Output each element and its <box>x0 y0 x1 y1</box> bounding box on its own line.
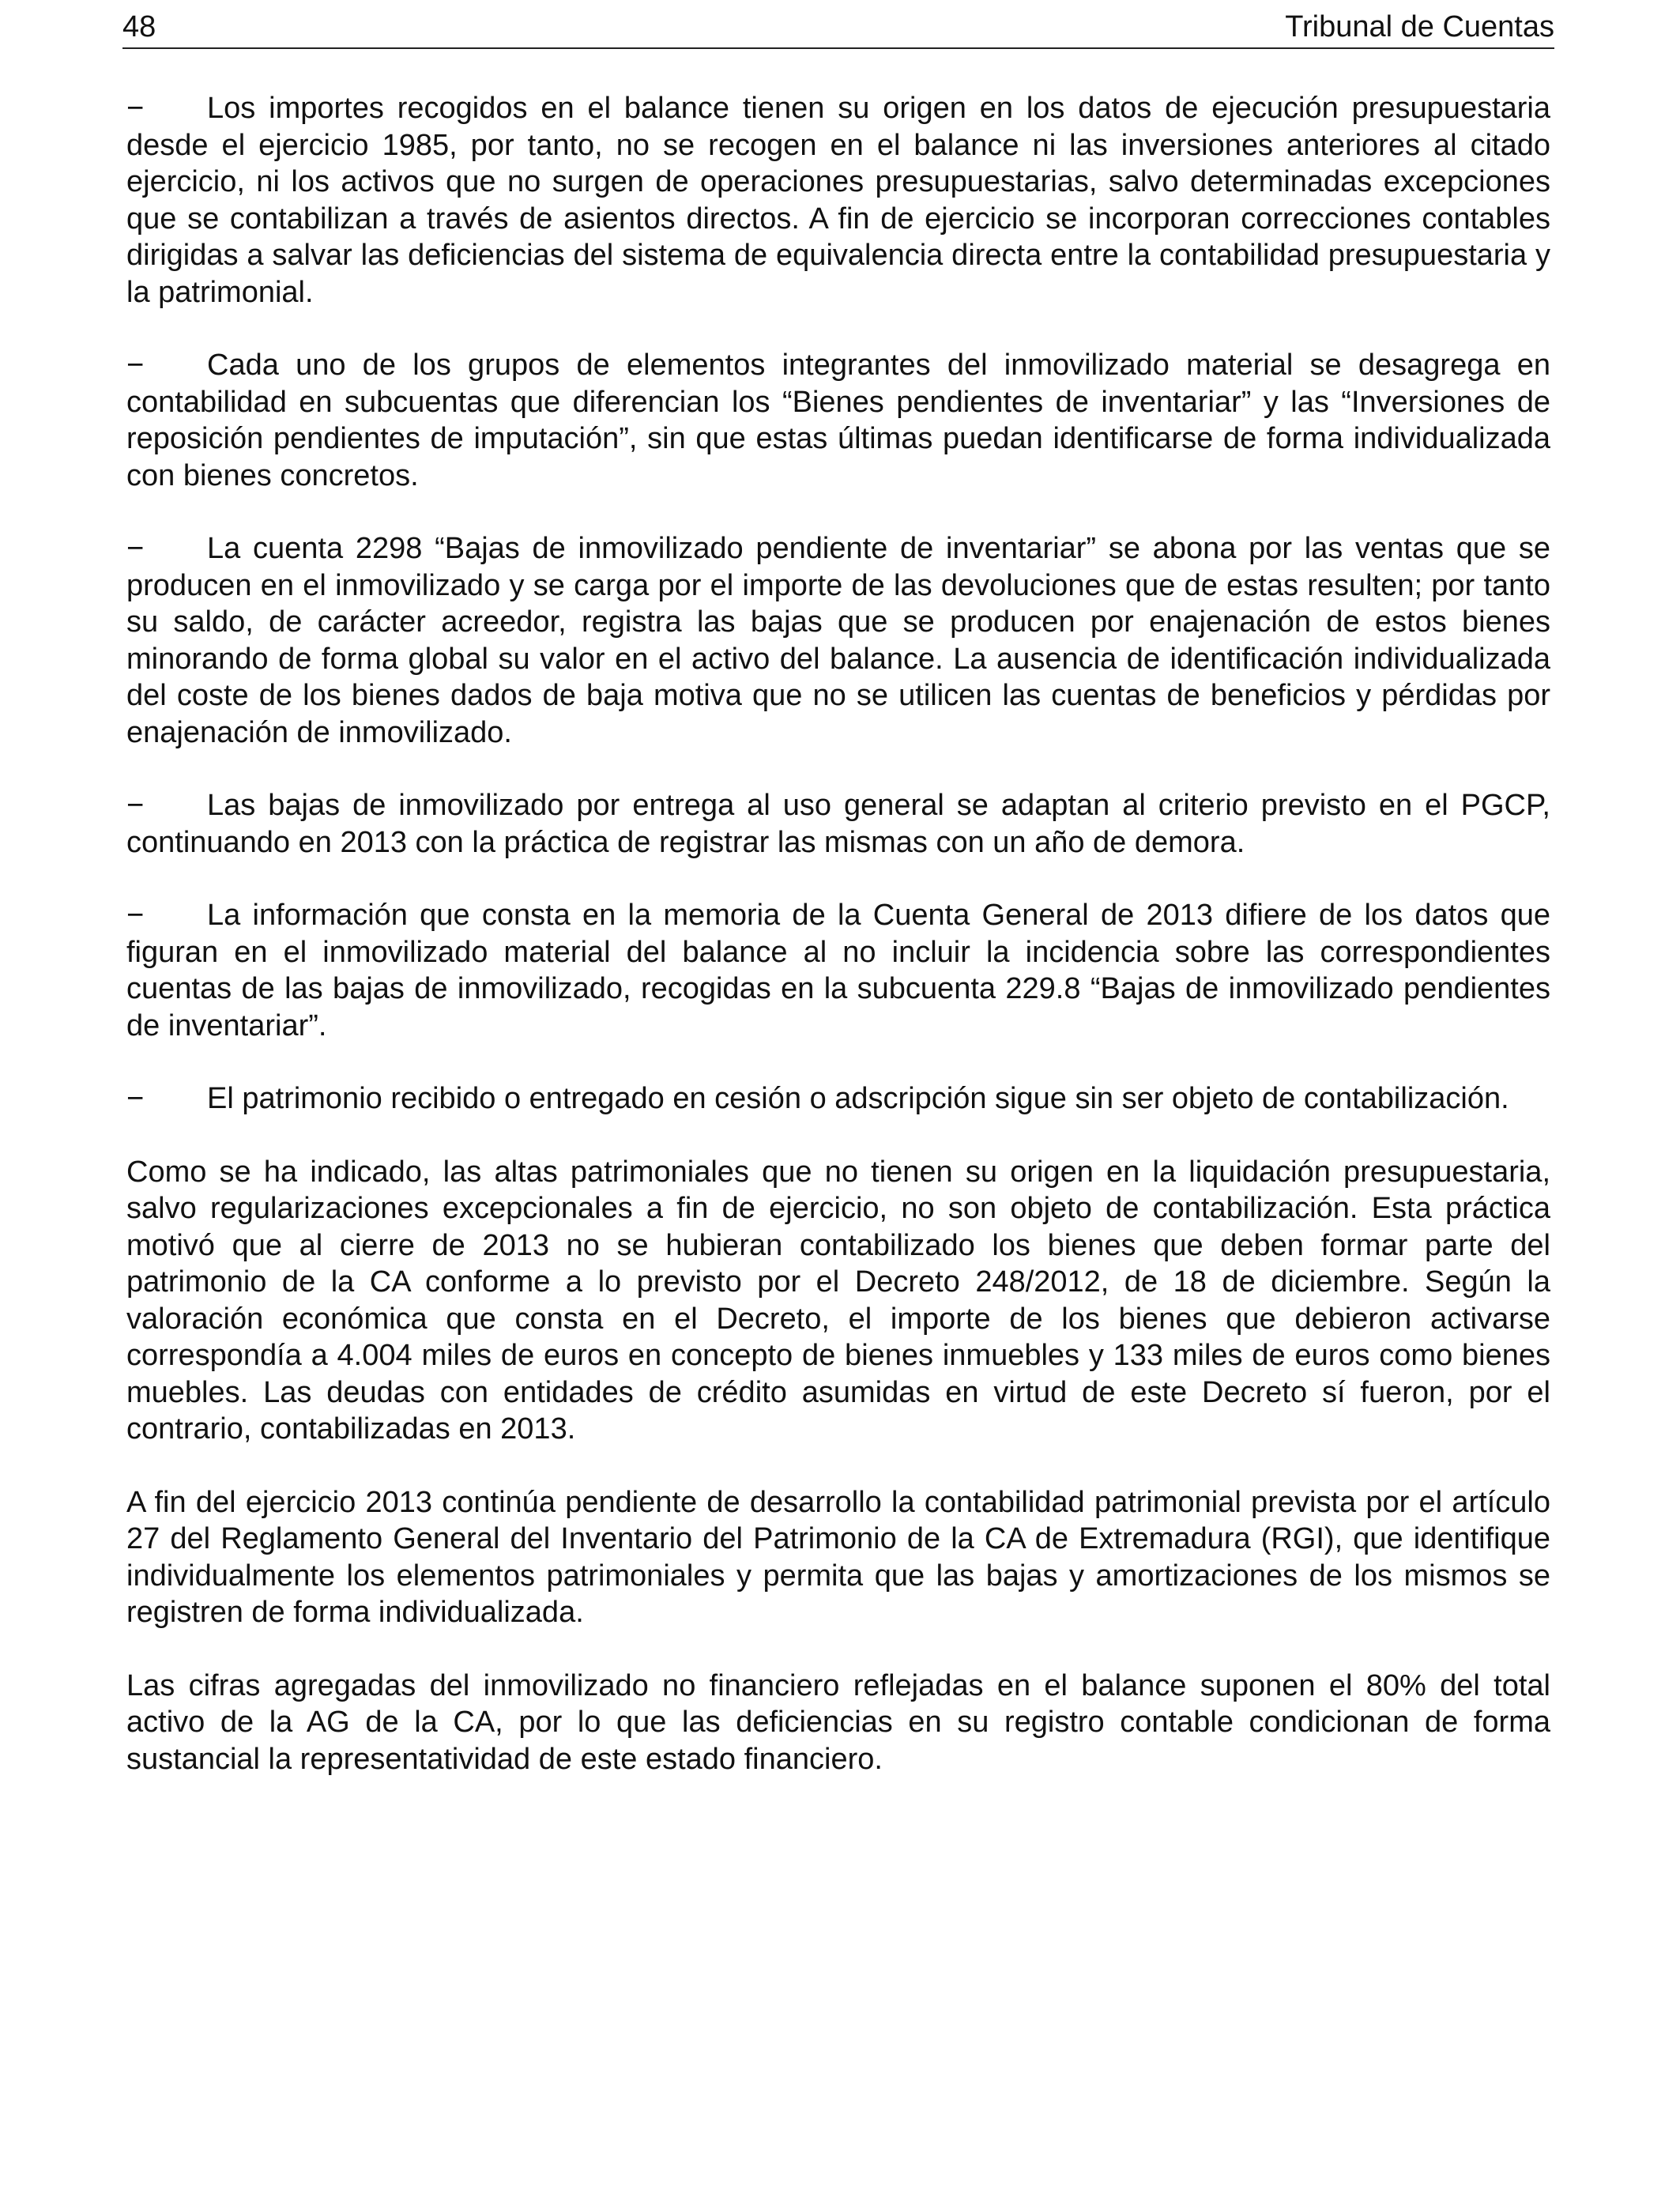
bullet-text: La información que consta en la memoria de la Cuenta General de 2013 difiere de los datos que figuran en el inmovilizado material del balance al no incluir la incidencia sobre las correspondientes cuentas de las bajas de inmovilizado, recogidas en la subcuenta 229.8 “Bajas de inmovilizado pendientes de inventariar”. <box>126 899 1550 1042</box>
paragraph-cifras-agregadas: Las cifras agregadas del inmovilizado no financiero reflejadas en el balance suponen el 80% del total activo de la AG de la CA, por lo que las deficiencias en su registro contable condicionan de forma sustancial la representatividad de este estado financiero. <box>126 1668 1550 1776</box>
bullet-marker: − <box>126 532 145 565</box>
bullet-text: Los importes recogidos en el balance tienen su origen en los datos de ejecución presupuestaria desde el ejercicio 1985, por tanto, no se recogen en el balance ni las inversiones anteriores al citado ejercicio, ni los activos que no surgen de operaciones presupuestarias, salvo determinadas excepciones que se contabilizan a través de asientos directos. A fin de ejercicio se incorporan correcciones contables dirigidas a salvar las deficiencias del sistema de equivalencia directa entre la contabilidad presupuestaria y la patrimonial. <box>126 92 1550 309</box>
bullet-marker: − <box>126 1082 145 1115</box>
bullet-text: Cada uno de los grupos de elementos integrantes del inmovilizado material se desagrega en contabilidad en subcuentas que diferencian los “Bienes pendientes de inventariar” y las “Inversiones de reposición pendientes de imputación”, sin que estas últimas puedan identificarse de forma individualizada con bienes concretos. <box>126 349 1550 492</box>
bullet-item-5 <box>126 897 1550 1044</box>
bullet-marker: − <box>126 789 145 822</box>
page-body <box>126 90 1550 1814</box>
bullet-text: La cuenta 2298 “Bajas de inmovilizado pendiente de inventariar” se abona por las ventas que se producen en el inmovilizado y se carga por el importe de las devoluciones que de estas resulten; por tanto su saldo, de carácter acreedor, registra las bajas que se producen por enajenación de estos bienes minorando de forma global su valor en el activo del balance. La ausencia de identificación individualizada del coste de los bienes dados de baja motiva que no se utilicen las cuentas de beneficios y pérdidas por enajenación de inmovilizado. <box>126 532 1550 749</box>
bullet-marker: − <box>126 899 145 932</box>
bullet-item-4 <box>126 787 1550 861</box>
page-number: 48 <box>122 10 156 43</box>
page-header <box>122 6 1554 49</box>
bullet-item-1 <box>126 90 1550 311</box>
bullet-item-6 <box>126 1080 1550 1118</box>
bullet-item-2 <box>126 347 1550 494</box>
running-title: Tribunal de Cuentas <box>1285 10 1554 43</box>
bullet-item-3 <box>126 530 1550 751</box>
bullet-text: Las bajas de inmovilizado por entrega al uso general se adaptan al criterio previsto en el PGCP, continuando en 2013 con la práctica de registrar las mismas con un año de demora. <box>126 789 1550 859</box>
paragraph-altas-patrimoniales: Como se ha indicado, las altas patrimoniales que no tienen su origen en la liquidación presupuestaria, salvo regularizaciones excepcionales a fin de ejercicio, no son objeto de contabilización. Esta práctica motivó que al cierre de 2013 no se hubieran contabilizado los bienes que deben formar parte del patrimonio de la CA conforme a lo previsto por el Decreto 248/2012, de 18 de diciembre. Según la valoración económica que consta en el Decreto, el importe de los bienes que debieron activarse correspondía a 4.004 miles de euros en concepto de bienes inmuebles y 133 miles de euros como bienes muebles. Las deudas con entidades de crédito asumidas en virtud de este Decreto sí fueron, por el contrario, contabilizadas en 2013. <box>126 1155 1550 1446</box>
paragraph-contabilidad-patrimonial: A fin del ejercicio 2013 continúa pendiente de desarrollo la contabilidad patrimonial prevista por el artículo 27 del Reglamento General del Inventario del Patrimonio de la CA de Extremadura (RGI), que identifique individualmente los elementos patrimoniales y permita que las bajas y amortizaciones de los mismos se registren de forma individualizada. <box>126 1485 1550 1629</box>
bullet-marker: − <box>126 92 145 125</box>
bullet-text: El patrimonio recibido o entregado en cesión o adscripción sigue sin ser objeto de contabilización. <box>207 1082 1509 1115</box>
bullet-marker: − <box>126 349 145 382</box>
